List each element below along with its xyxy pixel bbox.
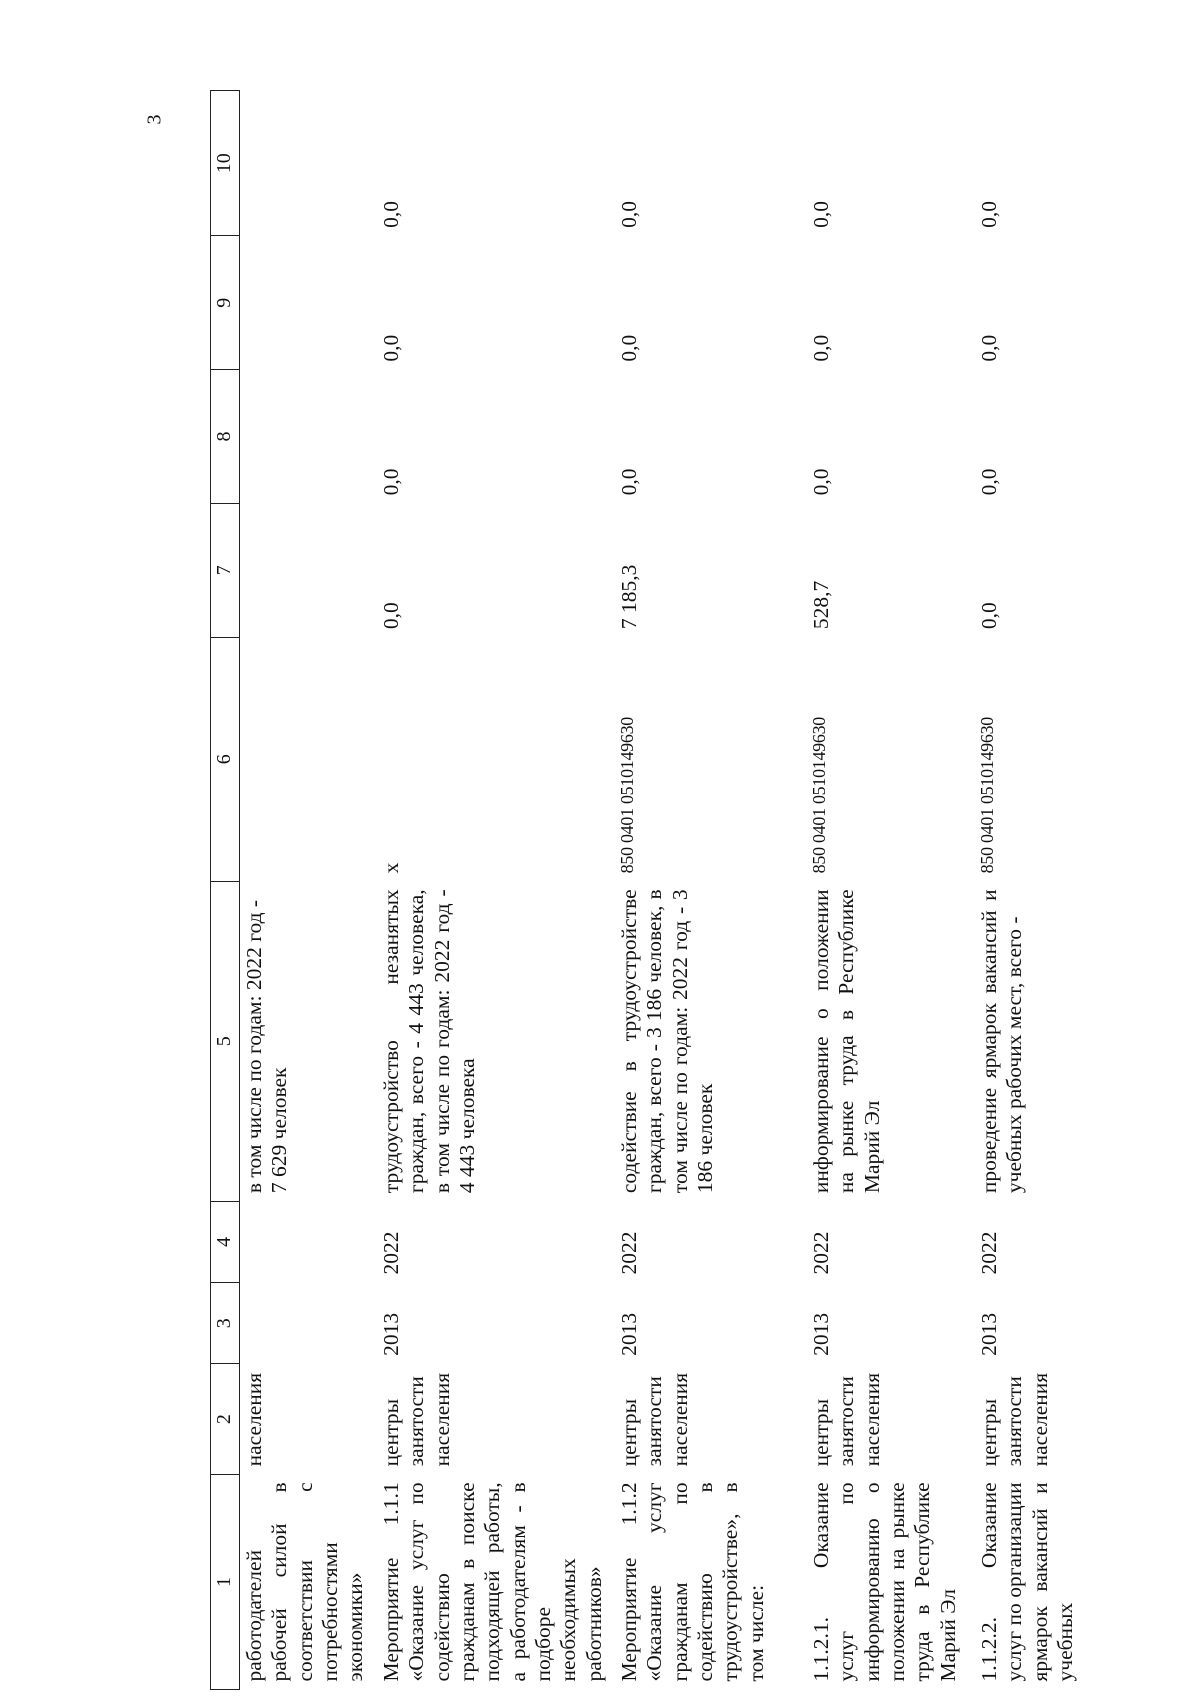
budget-code: 850 0401 0510149630: [809, 717, 830, 874]
value-col-8: 0,0: [378, 468, 403, 496]
value-col-8: 0,0: [617, 468, 642, 496]
executor: населения: [242, 1372, 266, 1467]
table-row: [240, 91, 377, 1690]
column-number-row: [211, 91, 240, 1690]
start-year: [240, 1283, 377, 1364]
executor: центры занятости населения: [977, 1372, 1052, 1467]
executor: центры занятости населения: [809, 1372, 884, 1467]
value-col-8: 0,0: [809, 468, 834, 496]
value-col-9: 0,0: [977, 334, 1002, 362]
measure-name: Мероприятие 1.1.1 «Оказание услуг по содействию гражданам в поиске подходящей работы, а работодателям - в подборе необходимых работников»: [378, 1482, 606, 1682]
expected-result: в том числе по годам: 2022 год - 7 629 человек: [242, 899, 292, 1194]
value-col-9: 0,0: [617, 334, 642, 362]
expected-result: проведение ярмарок вакансий и учебных рабочих мест, всего -: [977, 889, 1027, 1194]
executor: центры занятости населения: [378, 1372, 454, 1467]
start-year: 2013: [977, 1312, 1002, 1356]
value-col-7: [240, 503, 377, 637]
value-col-10: 0,0: [809, 201, 834, 228]
expected-result: информирование о положении на рынке труда в Республике Марий Эл: [809, 889, 884, 1194]
table-row: [615, 91, 807, 1690]
column-number: 4: [211, 1201, 240, 1282]
value-col-10: 0,0: [617, 201, 642, 228]
value-col-7: 7 185,3: [617, 564, 642, 630]
end-year: 2022: [378, 1231, 403, 1275]
column-number: 1: [211, 1474, 240, 1689]
value-col-9: [240, 236, 377, 370]
value-col-8: 0,0: [977, 468, 1002, 496]
executor: центры занятости населения: [617, 1372, 692, 1467]
end-year: [240, 1201, 377, 1282]
column-number: 9: [211, 236, 240, 370]
measure-name: 1.1.2.1. Оказание услуг по информированию о положении на рынке труда в Республике Марий Эл: [809, 1482, 960, 1682]
value-col-10: 0,0: [378, 201, 403, 228]
budget-code: [240, 637, 377, 881]
end-year: 2022: [977, 1231, 1002, 1275]
value-col-8: [240, 370, 377, 504]
value-col-7: 528,7: [809, 580, 834, 630]
start-year: 2013: [809, 1312, 834, 1356]
start-year: 2013: [378, 1312, 403, 1356]
expected-result: содействие в трудоустройстве граждан, всего - 3 186 человек, в том числе по годам: 2022 год - 3 186 человек: [617, 889, 718, 1194]
budget-code: 850 0401 0510149630: [977, 717, 998, 874]
start-year: 2013: [617, 1312, 642, 1356]
value-col-7: 0,0: [977, 602, 1002, 630]
table-row: [807, 91, 975, 1690]
table-row: [377, 91, 615, 1690]
column-number: 6: [211, 637, 240, 881]
column-number: 2: [211, 1364, 240, 1474]
value-col-9: 0,0: [809, 334, 834, 362]
column-number: 10: [211, 91, 240, 236]
value-col-7: 0,0: [378, 602, 403, 630]
value-col-9: 0,0: [378, 334, 403, 362]
budget-code: 850 0401 0510149630: [617, 717, 638, 874]
measure-name: 1.1.2.2. Оказание услуг по организации ярмарок вакансий и учебных: [977, 1482, 1078, 1682]
measure-name: работодателей рабочей силой в соответствии с потребностями экономики»: [242, 1482, 368, 1682]
end-year: 2022: [809, 1231, 834, 1275]
column-number: 5: [211, 881, 240, 1201]
value-col-10: [240, 91, 377, 236]
end-year: 2022: [617, 1231, 642, 1275]
table-row: [975, 91, 1095, 1690]
program-table-rotated: [210, 90, 1200, 1690]
column-number: 3: [211, 1283, 240, 1364]
measure-name: Мероприятие 1.1.2 «Оказание услуг гражданам по содействию в трудоустройстве», в том числе:: [617, 1482, 768, 1682]
expected-result: трудоустройство незанятых граждан, всего - 4 443 человека, в том числе по годам: 2022 год - 4 443 человека: [378, 889, 479, 1194]
page-number: 3: [143, 114, 166, 125]
column-number: 8: [211, 370, 240, 504]
budget-code: х: [378, 862, 403, 874]
value-col-10: 0,0: [977, 201, 1002, 228]
program-measures-table: [210, 90, 1095, 1690]
column-number: 7: [211, 503, 240, 637]
